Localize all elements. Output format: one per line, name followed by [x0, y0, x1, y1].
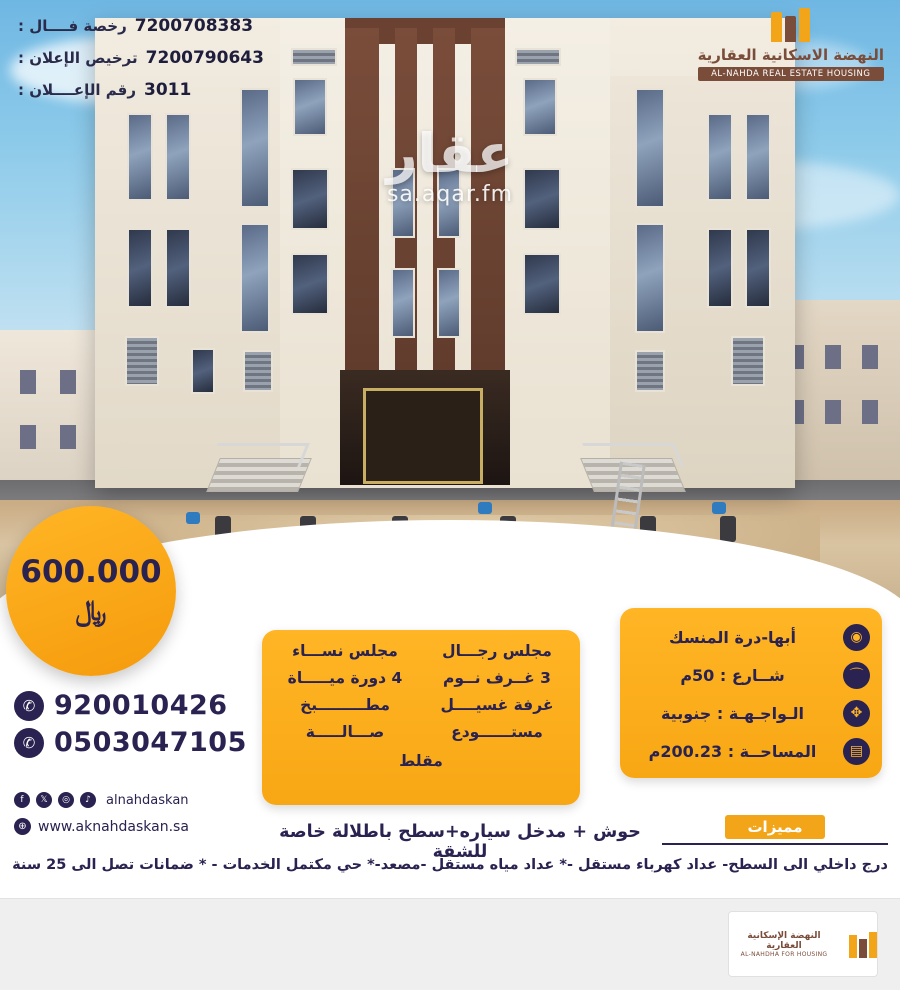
footer-bar — [0, 898, 900, 990]
road-icon: ⌒ — [843, 662, 870, 689]
features-rule — [662, 843, 888, 845]
rooms-row — [276, 669, 566, 687]
room-item: مقلط — [399, 752, 443, 770]
social-links[interactable] — [14, 792, 189, 808]
area-icon: ▤ — [843, 738, 870, 765]
instagram-icon[interactable]: ◎ — [58, 792, 74, 808]
rooms-row — [276, 723, 566, 741]
phone-number[interactable]: 920010426 — [54, 690, 228, 721]
social-handle: alnahdaskan — [106, 792, 189, 808]
room-item: غرفة غسيــــل — [440, 696, 554, 714]
footer-logo — [728, 911, 878, 977]
logo-name-arabic: النهضة الاسكانية العقارية — [697, 46, 884, 64]
phone-number[interactable]: 0503047105 — [54, 727, 247, 758]
license-row — [18, 16, 264, 36]
rooms-row — [276, 696, 566, 714]
rooms-card — [262, 630, 580, 805]
location-card — [620, 608, 882, 778]
phone-icon: ✆ — [14, 691, 44, 721]
room-item: 3 غــرف نــوم — [443, 669, 551, 687]
license-label: ترخيص الإعلان : — [18, 49, 138, 67]
license-row — [18, 48, 264, 68]
room-item: مطـــــــــبخ — [300, 696, 390, 714]
footer-logo-mark-icon — [849, 930, 877, 958]
phone-row[interactable] — [14, 727, 247, 758]
tiktok-icon[interactable]: ♪ — [80, 792, 96, 808]
features-heading — [662, 815, 888, 845]
rooms-row — [276, 642, 566, 660]
room-item: مجلس رجـــال — [442, 642, 552, 660]
room-item: 4 دورة ميـــــاة — [287, 669, 403, 687]
website-link[interactable] — [14, 818, 189, 835]
price-badge — [6, 506, 176, 676]
facebook-icon[interactable]: f — [14, 792, 30, 808]
license-list — [18, 16, 264, 112]
logo-mark-icon — [698, 6, 884, 42]
features-label: مميزات — [725, 815, 824, 839]
license-value: 7200790643 — [145, 48, 264, 68]
license-row — [18, 80, 264, 100]
footer-logo-name-arabic: النهضة الإسكانية العقارية — [747, 930, 821, 951]
company-logo — [698, 6, 884, 81]
license-label: رخصة فــــال : — [18, 17, 127, 35]
website-url[interactable]: www.aknahdaskan.sa — [38, 818, 189, 835]
location-text: أبها-درة المنسك — [668, 627, 797, 647]
room-item: مجلس نســـاء — [292, 642, 398, 660]
features-description: درج داخلي الى السطح- عداد كهرباء مستقل -* عداد مياه مستقل -مصعد-* حي مكتمل الخدمات - * ضمانات تصل الى 25 سنة — [12, 857, 888, 873]
riyal-symbol-icon: ﷼ — [75, 594, 107, 627]
facade-text: الـواجـهـة : جنوبية — [660, 703, 805, 723]
watermark-latin: sa.aqar.fm — [386, 182, 514, 207]
globe-icon: ⊕ — [14, 818, 31, 835]
location-row — [632, 656, 870, 694]
license-value: 3011 — [144, 80, 192, 100]
location-row — [632, 618, 870, 656]
map-pin-icon: ◉ — [843, 624, 870, 651]
price-value: 600.000 — [20, 554, 162, 590]
room-item: صـــالـــــة — [305, 723, 385, 741]
compass-icon: ✥ — [843, 700, 870, 727]
phone-list — [14, 690, 247, 764]
phone-icon: ✆ — [14, 728, 44, 758]
phone-row[interactable] — [14, 690, 247, 721]
room-item: مستــــــودع — [451, 723, 543, 741]
x-icon[interactable]: 𝕏 — [36, 792, 52, 808]
area-text: المساحــة : 200.23م — [648, 741, 817, 761]
footer-logo-name-english: AL-NAHDHA FOR HOUSING — [740, 950, 828, 958]
highlight-line: حوش + مدخل سياره+سطح باطلالة خاصة للشقة — [279, 822, 641, 862]
location-row — [632, 732, 870, 770]
watermark-arabic: عقار — [386, 122, 514, 185]
location-row — [632, 694, 870, 732]
logo-name-english: AL-NAHDA REAL ESTATE HOUSING — [698, 67, 884, 81]
license-value: 7200708383 — [134, 16, 254, 36]
license-label: رقم الإعــــلان : — [18, 81, 137, 99]
street-width-text: شــارع : 50م — [680, 665, 785, 685]
